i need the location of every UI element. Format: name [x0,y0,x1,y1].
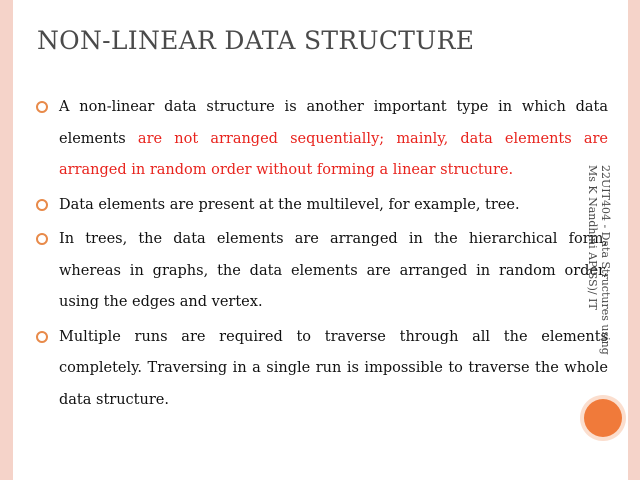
slide [13,0,628,480]
bullet-item [36,224,608,319]
accent-circle [584,399,622,437]
bullet-list [36,92,608,419]
slide-title: NON-LINEAR DATA STRUCTURE [37,26,475,55]
side-footer-line-2: Ms K Nandhini AP(SS)/ IT [586,165,599,310]
bullet-text: Data elements are present at the multilevel, for example, tree. [59,196,520,213]
ring-bullet-icon [36,233,48,245]
bullet-text: In trees, the data elements are arranged in the hierarchical form, whereas in graphs, the data elements are arranged in random order, using the edges and vertex. [59,231,608,310]
side-footer-text [586,165,612,365]
bullet-item [36,322,608,417]
bullet-text-highlight: are not arranged sequentially; mainly, data elements are arranged in random order without forming a linear structure. [59,130,608,178]
ring-bullet-icon [36,331,48,343]
bullet-text: A non-linear data structure is another important type in which data elements [59,99,608,147]
bullet-text: Multiple runs are required to traverse through all the elements completely. Traversing in a single run is impossible to traverse the whole data structure. [59,328,608,408]
bullet-item [36,190,608,222]
side-footer-line-1: 22UIT404 - Data Structures using [599,165,612,355]
ring-bullet-icon [36,101,48,113]
bullet-item [36,92,608,187]
ring-bullet-icon [36,199,48,211]
